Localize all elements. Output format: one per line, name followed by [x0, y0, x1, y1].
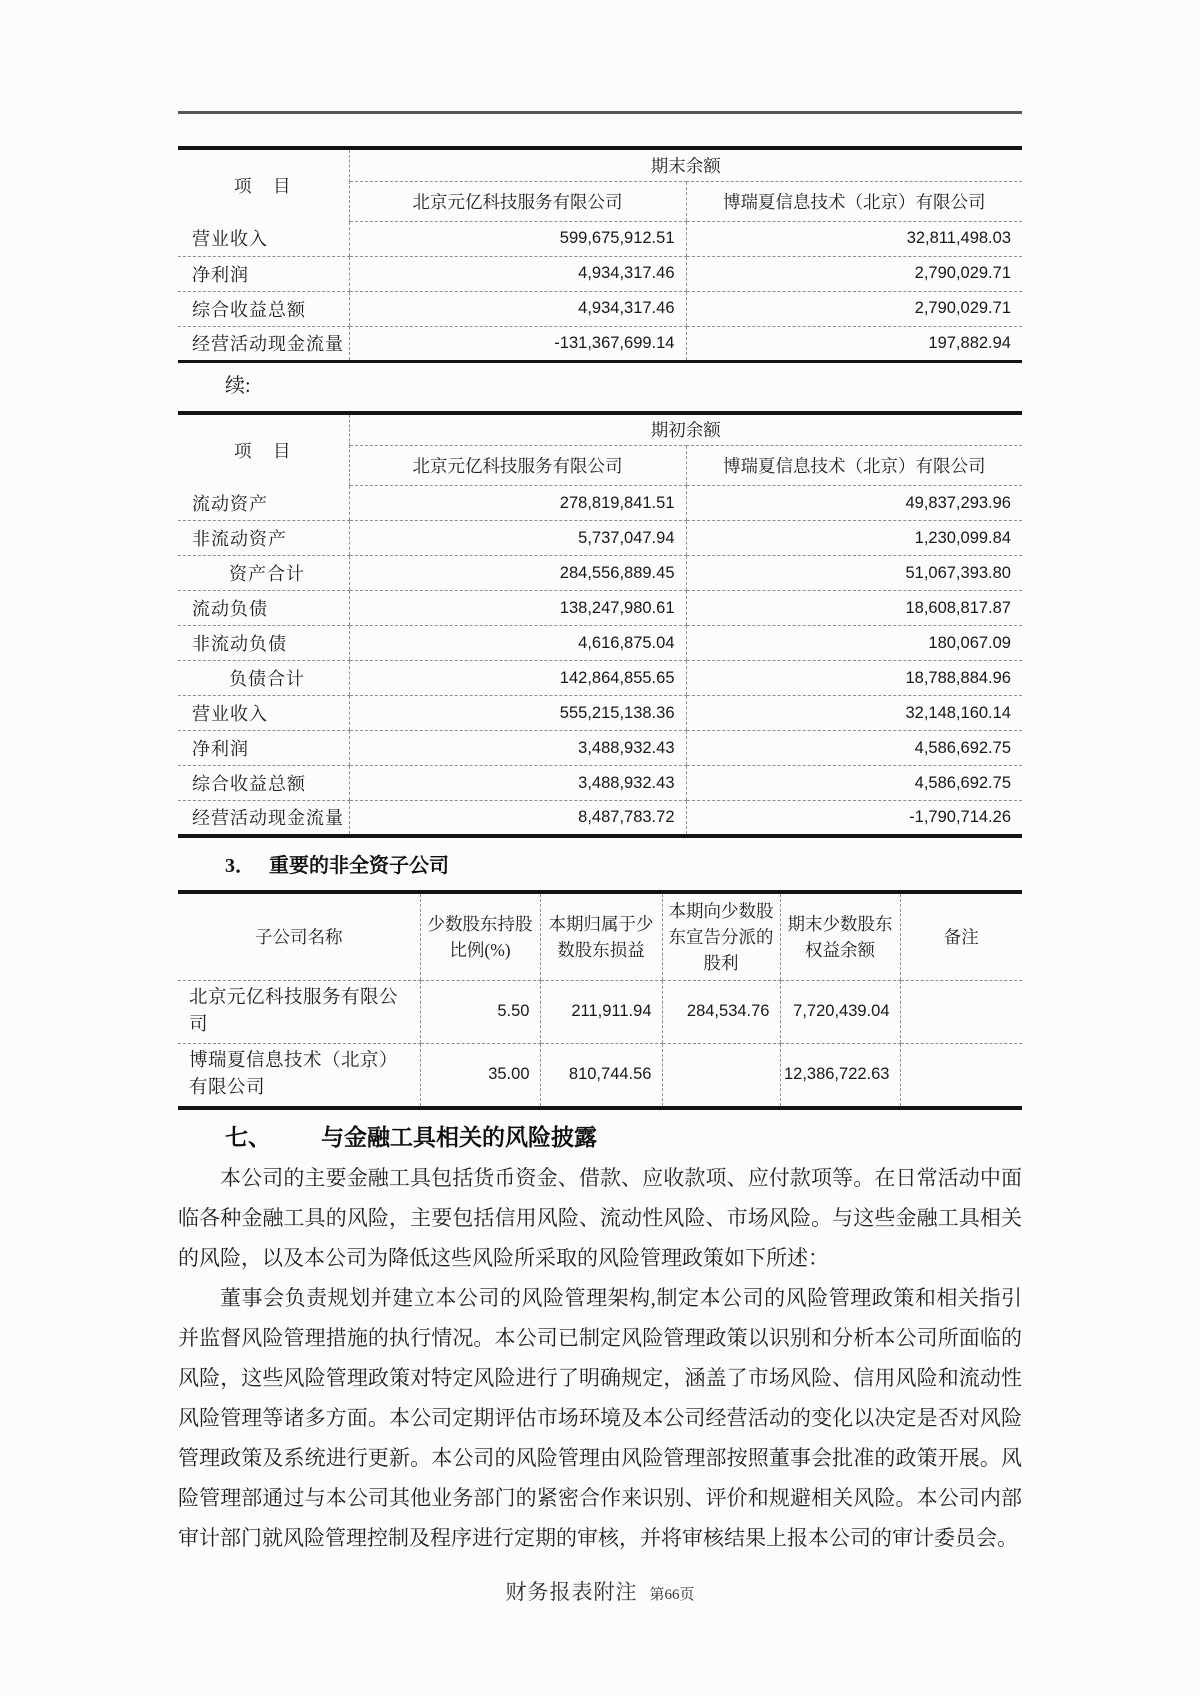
equity-value: 12,386,722.63	[780, 1043, 900, 1108]
period-header-cell: 期末余额	[349, 148, 1022, 181]
footer-page-number: 第66页	[649, 1586, 695, 1603]
table-row	[178, 256, 1022, 291]
row-value-company1: 599,675,912.51	[349, 221, 686, 256]
row-label: 净利润	[178, 256, 349, 291]
profit-value: 211,911.94	[540, 980, 662, 1043]
table-row	[178, 486, 1022, 521]
section7-number: 七、	[225, 1124, 271, 1150]
table-header-row	[178, 413, 1022, 446]
row-value-company1: 284,556,889.45	[349, 556, 686, 591]
table-row	[178, 696, 1022, 731]
section7-title: 与金融工具相关的风险披露	[321, 1124, 597, 1150]
row-label: 资产合计	[178, 556, 349, 591]
row-label: 流动资产	[178, 486, 349, 521]
risk-paragraph: 董事会负责规划并建立本公司的风险管理架构,制定本公司的风险管理政策和相关指引并监督风险管理措施的执行情况。本公司已制定风险管理政策以识别和分析本公司所面临的风险，这些风险管理政策对特定风险进行了明确规定，涵盖了市场风险、信用风险和流动性风险管理等诸多方面。本公司定期评估市场环境及本公司经营活动的变化以决定是否对风险管理政策及系统进行更新。本公司的风险管理由风险管理部按照董事会批准的政策开展。风险管理部通过与本公司其他业务部门的紧密合作来识别、评价和规避相关风险。本公司内部审计部门就风险管理控制及程序进行定期的审核，并将审核结果上报本公司的审计委员会。	[178, 1285, 1022, 1550]
note-cell	[900, 1043, 1022, 1108]
subsidiaries-table	[178, 890, 1022, 1110]
note-cell	[900, 980, 1022, 1043]
row-value-company2: 1,230,099.84	[686, 521, 1022, 556]
row-value-company2: 32,148,160.14	[686, 696, 1022, 731]
row-value-company1: 3,488,932.43	[349, 766, 686, 801]
section3-heading	[225, 852, 1022, 880]
row-value-company2: 197,882.94	[686, 326, 1022, 361]
column-header-minority-equity: 期末少数股东权益余额	[780, 892, 900, 981]
page-footer	[178, 1576, 1022, 1606]
row-value-company1: 278,819,841.51	[349, 486, 686, 521]
row-value-company1: 5,737,047.94	[349, 521, 686, 556]
table-row	[178, 661, 1022, 696]
page-content	[178, 111, 1022, 1606]
table-row	[178, 221, 1022, 256]
row-value-company2: 51,067,393.80	[686, 556, 1022, 591]
row-value-company1: 4,934,317.46	[349, 256, 686, 291]
company-header-cell: 博瑞夏信息技术（北京）有限公司	[686, 446, 1022, 486]
table-row	[178, 556, 1022, 591]
row-label: 经营活动现金流量	[192, 334, 344, 354]
row-value-company2: 2,790,029.71	[686, 291, 1022, 326]
dividend-value: 284,534.76	[662, 980, 780, 1043]
equity-value: 7,720,439.04	[780, 980, 900, 1043]
page-header-rule	[178, 111, 1022, 114]
row-label: 净利润	[178, 731, 349, 766]
row-value-company1: 555,215,138.36	[349, 696, 686, 731]
risk-paragraph: 本公司的主要金融工具包括货币资金、借款、应收款项、应付款项等。在日常活动中面临各种金融工具的风险，主要包括信用风险、流动性风险、市场风险。与这些金融工具相关的风险，以及本公司为降低这些风险所采取的风险管理政策如下所述：	[178, 1165, 1022, 1270]
footer-title: 财务报表附注	[505, 1579, 638, 1604]
company-header-cell: 博瑞夏信息技术（北京）有限公司	[686, 181, 1022, 221]
column-header-subsidiary-name: 子公司名称	[178, 892, 420, 981]
item-header-cell: 项 目	[178, 413, 349, 486]
column-header-declared-dividend: 本期向少数股东宣告分派的股利	[662, 892, 780, 981]
company-header-cell: 北京元亿科技服务有限公司	[349, 181, 686, 221]
table-row	[178, 291, 1022, 326]
subsidiary-row	[178, 980, 1022, 1043]
section3-number: 3．	[225, 854, 255, 877]
subsidiaries-header-row	[178, 892, 1022, 981]
column-header-note: 备注	[900, 892, 1022, 981]
profit-value: 810,744.56	[540, 1043, 662, 1108]
row-value-company2: 4,586,692.75	[686, 766, 1022, 801]
ratio-value: 5.50	[420, 980, 540, 1043]
row-value-company2: 32,811,498.03	[686, 221, 1022, 256]
row-label: 营业收入	[178, 696, 349, 731]
table-row	[178, 801, 1022, 836]
row-label: 流动负债	[178, 591, 349, 626]
subsidiary-row	[178, 1043, 1022, 1108]
item-header-cell: 项 目	[178, 148, 349, 221]
dividend-value	[662, 1043, 780, 1108]
row-value-company1: 4,616,875.04	[349, 626, 686, 661]
table-header-row	[178, 148, 1022, 181]
row-value-company2: 18,608,817.87	[686, 591, 1022, 626]
row-value-company2: 4,586,692.75	[686, 731, 1022, 766]
table-row	[178, 326, 1022, 361]
row-value-company2: 18,788,884.96	[686, 661, 1022, 696]
row-label: 营业收入	[178, 221, 349, 256]
row-label: 综合收益总额	[178, 291, 349, 326]
row-label: 经营活动现金流量	[192, 808, 344, 829]
row-value-company1: 8,487,783.72	[349, 801, 686, 836]
row-value-company2: 49,837,293.96	[686, 486, 1022, 521]
ending-balance-table	[178, 146, 1022, 363]
table-row	[178, 626, 1022, 661]
ratio-value: 35.00	[420, 1043, 540, 1108]
row-label: 非流动资产	[178, 521, 349, 556]
row-value-company1: 4,934,317.46	[349, 291, 686, 326]
row-label: 非流动负债	[178, 626, 349, 661]
row-value-company1: -131,367,699.14	[349, 326, 686, 361]
row-label: 负债合计	[178, 661, 349, 696]
beginning-balance-table	[178, 411, 1022, 838]
column-header-minority-ratio: 少数股东持股比例(%)	[420, 892, 540, 981]
table-row	[178, 521, 1022, 556]
table-row	[178, 731, 1022, 766]
table-row	[178, 591, 1022, 626]
section7-heading	[225, 1122, 1022, 1154]
period-header-cell: 期初余额	[349, 413, 1022, 446]
row-value-company1: 138,247,980.61	[349, 591, 686, 626]
row-value-company2: 180,067.09	[686, 626, 1022, 661]
section3-title: 重要的非全资子公司	[269, 854, 449, 877]
continuation-label: 续:	[225, 374, 251, 397]
subsidiary-name: 博瑞夏信息技术（北京）有限公司	[189, 1050, 399, 1098]
row-label: 综合收益总额	[178, 766, 349, 801]
row-value-company1: 142,864,855.65	[349, 661, 686, 696]
row-value-company2: 2,790,029.71	[686, 256, 1022, 291]
table-row	[178, 766, 1022, 801]
section7-body	[178, 1158, 1022, 1558]
column-header-minority-profit: 本期归属于少数股东损益	[540, 892, 662, 981]
row-value-company2: -1,790,714.26	[686, 801, 1022, 836]
company-header-cell: 北京元亿科技服务有限公司	[349, 446, 686, 486]
row-value-company1: 3,488,932.43	[349, 731, 686, 766]
subsidiary-name: 北京元亿科技服务有限公司	[178, 980, 420, 1043]
